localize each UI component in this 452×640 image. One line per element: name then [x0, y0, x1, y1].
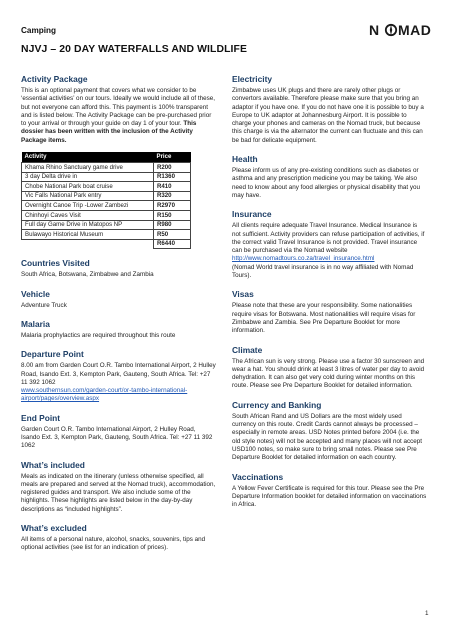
activity-price: R410	[154, 182, 191, 192]
countries-text: South Africa, Botswana, Zimbabwe and Zambia	[21, 271, 154, 279]
currency-heading: Currency and Banking	[232, 399, 322, 410]
table-row	[22, 210, 191, 220]
table-row	[22, 191, 191, 201]
activity-name: Bulawayo Historical Museum	[22, 230, 154, 240]
activity-price: R1360	[154, 172, 191, 182]
svg-text:MAD: MAD	[398, 22, 431, 38]
vehicle-section	[21, 289, 216, 310]
insurance-section	[232, 209, 427, 280]
end-point-section	[21, 413, 216, 451]
vaccinations-text: A Yellow Fever Certificate is required for this tour. Please see the Pre Departure Information booklet for detailed information on vaccinations in Africa.	[232, 484, 427, 509]
activity-price: R50	[154, 230, 191, 240]
insurance-heading: Insurance	[232, 209, 272, 220]
activity-name: Khama Rhino Sanctuary game drive	[22, 162, 154, 172]
activity-price: R2970	[154, 201, 191, 211]
electricity-heading: Electricity	[232, 74, 273, 84]
countries-section	[21, 258, 216, 279]
included-text: Meals as indicated on the itinerary (unless otherwise specified, all meals are prepared and served at the Nomad truck), accommodation, registered guides and transport. We also include some of the highlights. These highlights are listed below in the day-by-day descriptions as “included highlights”.	[21, 472, 216, 513]
included-heading: What’s included	[21, 459, 85, 470]
activity-price: R200	[154, 162, 191, 172]
page-title: NJVJ – 20 DAY WATERFALLS AND WILDLIFE	[21, 44, 247, 55]
activity-price: R320	[154, 191, 191, 201]
activity-package-body: This is an optional payment that covers what we consider to be ‘essential activities’ on our tours. Ideally we would include all of these, but not everyone can afford this. This payment is 100% transparent and is listed below. The Activity Package can be pre-purchased prior to your arrival or through your guide on day 1 of your tour.	[21, 87, 216, 128]
left-column	[21, 74, 216, 562]
activity-price: R980	[154, 220, 191, 230]
malaria-section	[21, 319, 216, 340]
electricity-section	[232, 74, 427, 145]
activity-name: Chinhoyi Caves Visit	[22, 210, 154, 220]
climate-heading: Climate	[232, 344, 263, 355]
departure-section	[21, 349, 216, 403]
insurance-note: (Nomad World travel insurance is in no way affiliated with Nomad Tours).	[232, 263, 414, 280]
vaccinations-section	[232, 472, 427, 510]
end-point-heading: End Point	[21, 412, 61, 423]
nomad-logo	[369, 20, 431, 40]
activity-package-text	[21, 87, 216, 145]
malaria-text: Malaria prophylactics are required throughout this route	[21, 331, 176, 339]
table-row	[22, 201, 191, 211]
activity-package-bold-note: This dossier has been written with the inclusion of the Activity Package items.	[21, 120, 197, 144]
excluded-section	[21, 523, 216, 553]
activity-package-table	[21, 152, 191, 249]
departure-heading: Departure Point	[21, 349, 84, 360]
vaccinations-heading: Vaccinations	[232, 471, 284, 482]
currency-text: South African Rand and US Dollars are the most widely used currency on this route. Credit Cards cannot always be processed – especially in remote areas. USD Notes printed before 2004 (i.e. the old style notes) will not be accepted and many places will not accept USD100 notes, so make sure to bring small notes. Please see Pre Departure Booklet for detailed information on each country.	[232, 412, 423, 462]
visas-section	[232, 289, 427, 335]
table-header-price: Price	[154, 152, 191, 162]
insurance-text	[232, 222, 427, 280]
malaria-heading: Malaria	[21, 318, 50, 329]
category-label: Camping	[21, 26, 57, 35]
visas-heading: Visas	[232, 289, 254, 300]
activity-package-section	[21, 74, 216, 249]
departure-text	[21, 362, 216, 403]
activity-name: Chobe National Park boat cruise	[22, 182, 154, 192]
table-row	[22, 162, 191, 172]
climate-text: The African sun is very strong. Please use a factor 30 sunscreen and wear a hat. You should drink at least 3 litres of water per day to avoid dehydration. It can also get very cold during winter months on this route. Please see Pre Departure Booklet for detailed information.	[232, 357, 425, 390]
insurance-body: All clients require adequate Travel Insurance. Medical Insurance is not sufficient. Activity providers can refuse participation of activities, if the correct valid Travel Insurance is not provided. Travel insurance can be purchased via the Nomad website	[232, 222, 425, 255]
table-row	[22, 230, 191, 240]
countries-heading: Countries Visited	[21, 258, 90, 269]
included-section	[21, 460, 216, 514]
right-column	[232, 74, 427, 518]
excluded-heading: What’s excluded	[21, 523, 87, 534]
end-point-text: Garden Court O.R. Tambo International Airport, 2 Hulley Road, Isando Ext. 3, Kempton Park, Gauteng, South Africa. Tel: +27 11 392 1062	[21, 425, 213, 450]
activity-name: Overnight Canoe Trip -Lower Zambezi	[22, 201, 154, 211]
table-header-activity: Activity	[22, 152, 154, 162]
excluded-text: All items of a personal nature, alcohol, snacks, souvenirs, tips and optional activities (see list for an indication of prices).	[21, 536, 206, 552]
health-section	[232, 154, 427, 200]
page-number: 1	[425, 610, 429, 617]
departure-hotel-link[interactable]: www.southernsun.com/garden-court/or-tambo-international-airport/pages/overview.aspx	[21, 387, 188, 403]
travel-insurance-link[interactable]: http://www.nomadtours.co.za/travel_insurance.html	[232, 255, 375, 263]
table-row	[22, 182, 191, 192]
table-row	[22, 220, 191, 230]
activity-name: Vic Falls National Park entry	[22, 191, 154, 201]
visas-text: Please note that these are your responsibility. Some nationalities require visas for Botswana. Most nationalities will require visas for Zimbabwe and Zambia. See Pre Departure Booklet for more information.	[232, 302, 416, 335]
total-price: R6440	[154, 239, 191, 249]
departure-address: 8.00 am from Garden Court O.R. Tambo International Airport, 2 Hulley Road, Isando Ext. 3, Kempton Park, Gauteng, South Africa. Tel: +27 11 392 1062	[21, 362, 216, 386]
climate-section	[232, 345, 427, 391]
activity-name: 3 day Delta drive in	[22, 172, 154, 182]
currency-section	[232, 400, 427, 463]
vehicle-heading: Vehicle	[21, 288, 50, 299]
svg-text:N: N	[369, 22, 381, 38]
table-total-row	[22, 239, 191, 249]
health-heading: Health	[232, 154, 258, 165]
vehicle-text: Adventure Truck	[21, 301, 67, 309]
table-header-row	[22, 152, 191, 162]
electricity-text: Zimbabwe uses UK plugs and there are rarely other plugs or convertors available. Therefore please make sure that you bring an adaptor if you have one. If you do not have one it is possible to buy a Europe to UK adaptor at Johannesburg Airport. It is possible to charge your phones and cameras on the Nomad truck, but because this charge is via the alternator the current can fluctuate and this can be bad for delicate equipment.	[232, 87, 424, 144]
activity-name: Full day Game Drive in Matopos NP	[22, 220, 154, 230]
table-row	[22, 172, 191, 182]
activity-price: R150	[154, 210, 191, 220]
health-text: Please inform us of any pre-existing conditions such as diabetes or asthma and any prescription medicine you may be taking. We also need to know about any food allergies or physical disability that you may have.	[232, 167, 420, 199]
activity-package-heading: Activity Package	[21, 74, 88, 84]
